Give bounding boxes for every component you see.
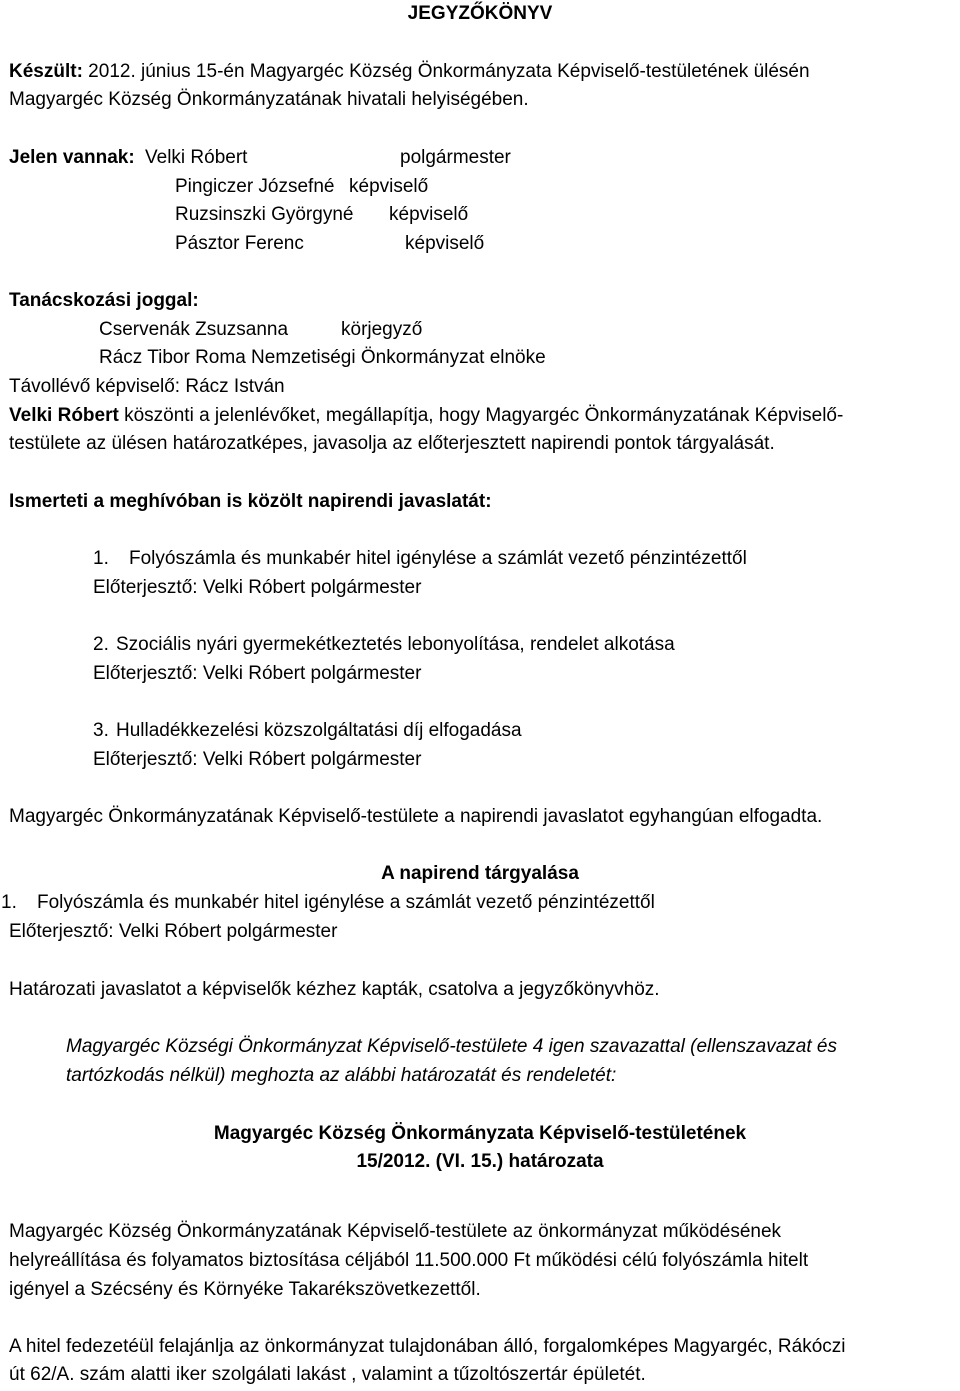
location-line: Magyargéc Község Önkormányzatának hivatali helyiségében.: [9, 89, 529, 110]
resolution-title: Magyargéc Község Önkormányzata Képviselő-testületének: [213, 1123, 747, 1144]
agenda-item-presenter: Előterjesztő: Velki Róbert polgármester: [93, 749, 422, 770]
agenda-item-title: Szociális nyári gyermekétkeztetés lebonyolítása, rendelet alkotása: [116, 634, 675, 655]
attendee-name: Ruzsinszki Györgyné: [175, 204, 354, 225]
discussion-item-number: 1.: [1, 892, 17, 913]
keszult-text: 2012. június 15-én Magyargéc Község Önkormányzata Képviselő-testületének ülésén: [82, 61, 810, 82]
document-title: JEGYZŐKÖNYV: [407, 3, 553, 24]
attendee-role: képviselő: [349, 176, 429, 197]
proposal-line: Határozati javaslatot a képviselők kézhez kapták, csatolva a jegyzőkönyvhöz.: [9, 979, 660, 1000]
discussion-presenter: Előterjesztő: Velki Róbert polgármester: [9, 921, 338, 942]
agenda-item-number: 2.: [93, 634, 109, 655]
agenda-item-title: Hulladékkezelési közszolgáltatási díj elfogadása: [116, 720, 522, 741]
resolution-number: 15/2012. (VI. 15.) határozata: [356, 1151, 604, 1172]
greeting-line: testülete az ülésen határozatképes, javasolja az előterjesztett napirendi pontok tárgyalását.: [9, 433, 775, 454]
agenda-item-title: Folyószámla és munkabér hitel igénylése a számlát vezető pénzintézettől: [129, 548, 747, 569]
resolution-paragraph-line: A hitel fedezetéül felajánlja az önkormányzat tulajdonában álló, forgalomképes Magyargéc, Rákóczi: [9, 1336, 846, 1357]
advisory-person: Rácz Tibor Roma Nemzetiségi Önkormányzat elnöke: [99, 347, 546, 368]
resolution-paragraph-line: helyreállítása és folyamatos biztosítása céljából 11.500.000 Ft működési célú folyószámla hitelt: [9, 1250, 809, 1271]
discussion-heading: A napirend tárgyalása: [381, 863, 579, 884]
advisory-label: Tanácskozási joggal:: [9, 290, 199, 311]
attendee-role: képviselő: [405, 233, 485, 254]
agenda-heading: Ismerteti a meghívóban is közölt napirendi javaslatát:: [9, 491, 492, 512]
vote-line: tartózkodás nélkül) meghozta az alábbi határozatát és rendeletét:: [66, 1065, 617, 1086]
attendee-role: polgármester: [400, 147, 511, 168]
absent-line: Távollévő képviselő: Rácz István: [9, 376, 285, 397]
greeting-line: [9, 403, 843, 429]
advisory-person-role: körjegyző: [341, 319, 423, 340]
resolution-paragraph-line: út 62/A. szám alatti iker szolgálati lakást , valamint a tűzoltószertár épületét.: [9, 1364, 646, 1385]
agenda-accepted: Magyargéc Önkormányzatának Képviselő-testülete a napirendi javaslatot egyhangúan elfogadta.: [9, 806, 823, 827]
agenda-item-number: 1.: [93, 548, 109, 569]
attendees-label: Jelen vannak:: [9, 147, 135, 168]
attendee-role: képviselő: [389, 204, 469, 225]
attendee-name: Pingiczer Józsefné: [175, 176, 335, 197]
greeting-text: köszönti a jelenlévőket, megállapítja, hogy Magyargéc Önkormányzatának Képviselő-: [118, 405, 844, 426]
agenda-item-presenter: Előterjesztő: Velki Róbert polgármester: [93, 663, 422, 684]
agenda-item-number: 3.: [93, 720, 109, 741]
greeting-name: Velki Róbert: [9, 405, 119, 426]
attendee-name: Pásztor Ferenc: [175, 233, 304, 254]
discussion-item-title: Folyószámla és munkabér hitel igénylése a számlát vezető pénzintézettől: [37, 892, 655, 913]
advisory-person-name: Cservenák Zsuzsanna: [99, 319, 289, 340]
keszult-line: [9, 59, 810, 85]
resolution-paragraph-line: Magyargéc Község Önkormányzatának Képviselő-testülete az önkormányzat működésének: [9, 1221, 782, 1242]
resolution-paragraph-line: igényel a Szécsény és Környéke Takarékszövetkezettől.: [9, 1279, 481, 1300]
keszult-label: Készült:: [9, 61, 83, 82]
attendee-name: Velki Róbert: [145, 147, 248, 168]
vote-line: Magyargéc Községi Önkormányzat Képviselő-testülete 4 igen szavazattal (ellenszavazat és: [66, 1036, 837, 1057]
agenda-item-presenter: Előterjesztő: Velki Róbert polgármester: [93, 577, 422, 598]
